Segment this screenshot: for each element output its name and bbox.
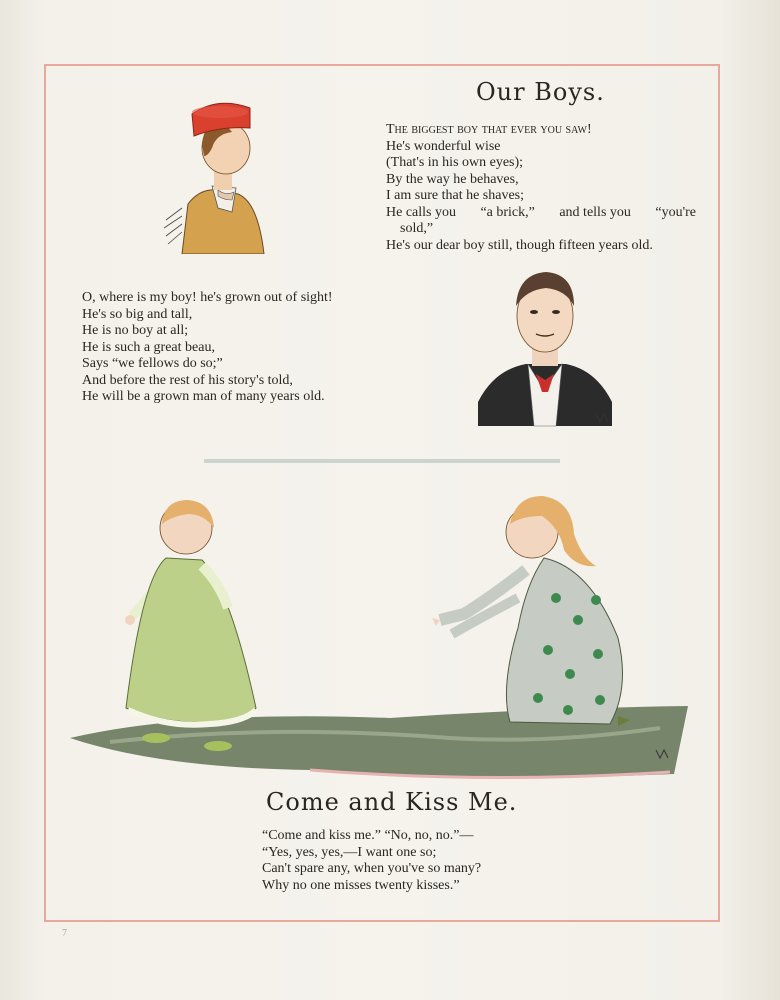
page-number: 7 <box>62 928 67 939</box>
poem-title-our-boys: Our Boys. <box>476 78 605 106</box>
verse-word-group: and tells you <box>559 204 631 220</box>
poem-grown-boy <box>82 290 333 406</box>
verse-line: Can't spare any, when you've so many? <box>262 861 482 876</box>
verse-word-group: “a brick,” <box>480 204 535 220</box>
poem-title-come-and-kiss-me: Come and Kiss Me. <box>266 788 518 816</box>
verse-line: sold,” <box>400 221 434 236</box>
verse-line: Says “we fellows do so;” <box>82 356 223 371</box>
come-and-kiss-me-illustration <box>70 488 690 788</box>
verse-line: By the way he behaves, <box>386 171 519 187</box>
poem-our-boys <box>386 122 696 254</box>
verse-word-group: “you're <box>655 204 696 220</box>
verse-line-text: The biggest boy that ever you saw! <box>386 122 592 137</box>
verse-word-group: He calls you <box>386 204 456 220</box>
verse-line <box>386 122 696 139</box>
verse-line-justified <box>386 205 696 222</box>
verse-line: Why no one misses twenty kisses.” <box>262 877 460 893</box>
verse-line: He will be a grown man of many years old. <box>82 389 325 404</box>
verse-line: I am sure that he shaves; <box>386 188 525 203</box>
verse-line: He's so big and tall, <box>82 306 193 322</box>
verse-line: O, where is my boy! he's grown out of sight! <box>82 290 333 305</box>
verse-line: “Come and kiss me.” “No, no, no.”— <box>262 828 474 843</box>
verse-line: He is such a great beau, <box>82 339 215 355</box>
verse-line: (That's in his own eyes); <box>386 155 524 170</box>
poem-come-and-kiss-me <box>262 828 481 894</box>
verse-line: And before the rest of his story's told, <box>82 372 293 388</box>
verse-line: He is no boy at all; <box>82 323 189 338</box>
young-man-illustration <box>474 266 616 428</box>
verse-line: “Yes, yes, yes,—I want one so; <box>262 844 437 860</box>
boy-in-red-cap-illustration <box>160 96 270 254</box>
verse-line: He's our dear boy still, though fifteen years old. <box>386 237 653 253</box>
verse-line: He's wonderful wise <box>386 138 501 154</box>
section-divider <box>204 459 560 463</box>
